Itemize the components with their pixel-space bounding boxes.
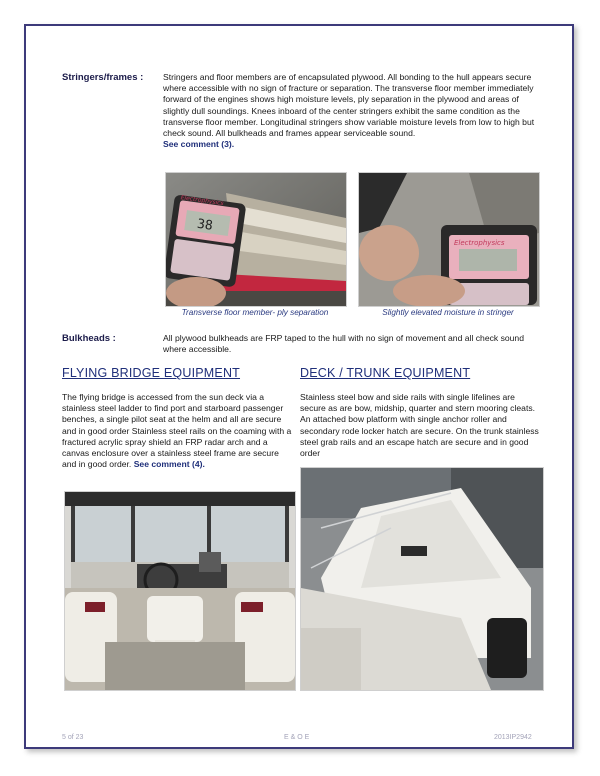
photo-transverse-floor-member-image xyxy=(166,173,346,306)
footer-page-number: 5 of 23 xyxy=(62,734,84,741)
meter-brand-right: Electrophysics xyxy=(454,239,505,247)
stringers-body: Stringers and floor members are of encapsulated plywood. All bonding to the hull appears secure where accessible with no sign of fracture or separation. The transverse floor member immediately forward of the engines shows high moisture levels, ply separation in the plywood and areas of slightly dull soundings. Knees inboard of the center stringers exhibit the same condition as the transverse floor member. Longitudinal stringers show variable moisture levels from low to high but check sound. All bulkheads and frames appear serviceable sound. xyxy=(163,72,535,139)
photo-deck-trunk xyxy=(300,467,544,691)
photo-elevated-moisture-stringer-image xyxy=(359,173,539,306)
caption-elevated-moisture: Slightly elevated moisture in stringer xyxy=(382,308,514,317)
flying-bridge-text xyxy=(62,392,294,470)
flying-bridge-comment-link[interactable]: See comment (4). xyxy=(133,459,205,470)
stringers-text xyxy=(163,72,541,150)
photo-flying-bridge xyxy=(64,491,296,691)
flying-bridge-body: The flying bridge is accessed from the sun deck via a stainless steel ladder to find port and starboard passenger benches, a single pilot seat at the helm and all are secure and in good order Stainless steel rails on the coaming with a fractured acrylic spray shield an FRP radar arch and a canvas enclosure over a stainless steel frame are secure and in good order. xyxy=(62,392,292,470)
photo-transverse-floor-member xyxy=(165,172,347,307)
photo-flying-bridge-image xyxy=(65,492,295,690)
deck-trunk-text: Stainless steel bow and side rails with single lifelines are secure as are bow, midship, quarter and stern mooring cleats. An attached bow platform with single anchor roller and secondary rode locker hatch are secure. On the trunk stainless steel grab rails and an escape hatch are secure and in good order xyxy=(300,392,539,459)
photo-elevated-moisture-stringer xyxy=(358,172,540,307)
caption-transverse-floor-member: Transverse floor member- ply separation xyxy=(181,308,329,317)
footer-eoe: E & O E xyxy=(284,734,310,741)
flying-bridge-heading: FLYING BRIDGE EQUIPMENT xyxy=(62,366,241,380)
footer-reference: 2013IP2942 xyxy=(494,734,532,741)
meter-brand-left: Electrophysics xyxy=(180,194,225,208)
deck-trunk-heading: DECK / TRUNK EQUIPMENT xyxy=(300,366,471,380)
bulkheads-label: Bulkheads : xyxy=(62,333,116,344)
stringers-label: Stringers/frames : xyxy=(62,72,144,83)
meter-reading: 38 xyxy=(196,216,214,234)
stringers-comment-link[interactable]: See comment (3). xyxy=(163,139,235,150)
bulkheads-text: All plywood bulkheads are FRP taped to the hull with no sign of movement and all check sound where accessible. xyxy=(163,333,524,355)
photo-deck-trunk-image xyxy=(301,468,543,690)
